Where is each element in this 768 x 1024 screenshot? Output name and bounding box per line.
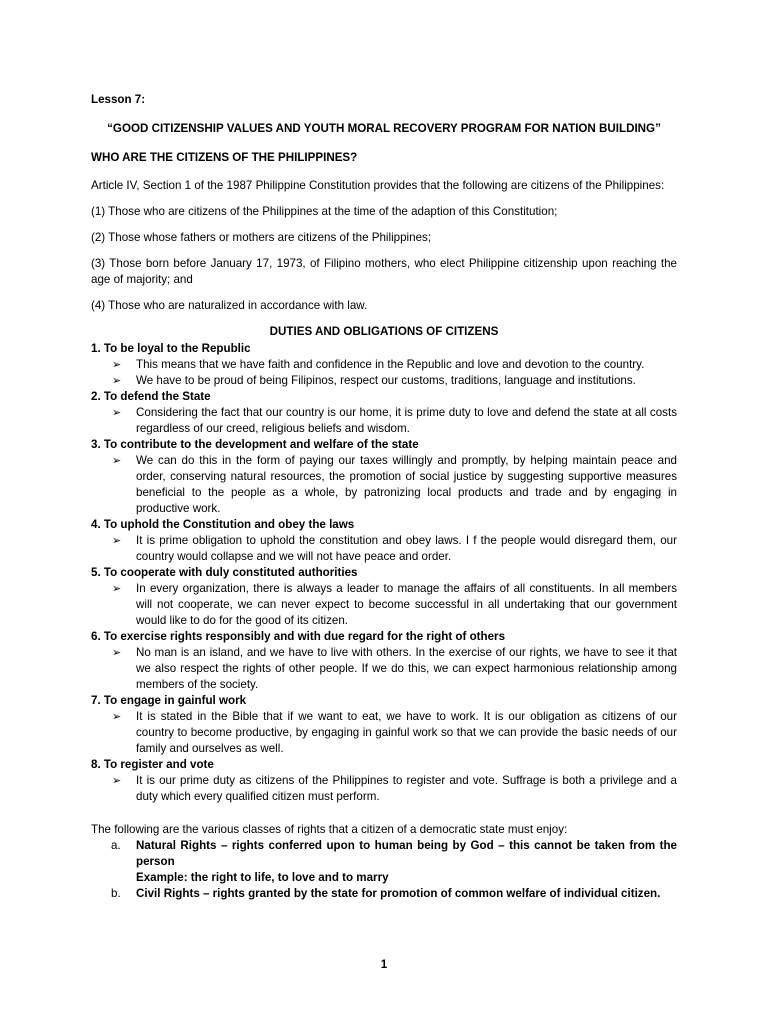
duty-title: 1. To be loyal to the Republic [91, 342, 251, 355]
right-example: Example: the right to life, to love and to marry [136, 871, 389, 884]
duty-bullet: ➢ It is stated in the Bible that if we want to eat, we have to work. It is our obligation as citizens of our country to become productive, by engaging in gainful work so that we can provide the basic needs of our family and ourselves as well. [112, 710, 677, 755]
duty-1 [91, 341, 677, 389]
right-item [91, 886, 677, 902]
duty-7 [91, 693, 677, 757]
arrow-bullet-icon: ➢ [112, 407, 122, 419]
citizen-item: (4) Those who are naturalized in accordance with law. [91, 299, 368, 312]
arrow-bullet-icon: ➢ [112, 583, 122, 595]
rights-classes-intro: The following are the various classes of rights that a citizen of a democratic state must enjoy: [91, 823, 568, 836]
arrow-bullet-icon: ➢ [112, 359, 122, 371]
arrow-bullet-icon: ➢ [112, 455, 122, 467]
arrow-bullet-icon: ➢ [112, 711, 122, 723]
duty-title: 4. To uphold the Constitution and obey the laws [91, 518, 355, 531]
duty-bullet: ➢ It is prime obligation to uphold the constitution and obey laws. I f the people would disregard them, our country would collapse and we will not have peace and order. [112, 534, 677, 563]
duty-6 [91, 629, 677, 693]
citizen-item: (3) Those born before January 17, 1973, of Filipino mothers, who elect Philippine citizenship upon reaching the age of majority; and [91, 257, 677, 286]
intro-paragraph: Article IV, Section 1 of the 1987 Philippine Constitution provides that the following are citizens of the Philippines: [91, 179, 665, 192]
section-question: WHO ARE THE CITIZENS OF THE PHILIPPINES? [91, 151, 358, 164]
citizen-item: (1) Those who are citizens of the Philippines at the time of the adaption of this Constitution; [91, 205, 558, 218]
arrow-bullet-icon: ➢ [112, 535, 122, 547]
duty-bullet: ➢ No man is an island, and we have to live with others. In the exercise of our rights, we have to see it that we also respect the rights of other people. If we do this, we can expect harmonious relationship among members of the society. [112, 646, 677, 691]
rights-list [91, 838, 677, 870]
duty-bullet: ➢ We can do this in the form of paying our taxes willingly and promptly, by helping maintain peace and order, conserving natural resources, the promotion of social justice by suggesting supportive measures beneficial to the people as a whole, by patronizing local products and trade and by engaging in productive work. [112, 454, 677, 515]
duty-2 [91, 389, 677, 437]
duty-bullet: ➢ It is our prime duty as citizens of the Philippines to register and vote. Suffrage is both a privilege and a duty which every qualified citizen must perform. [112, 774, 677, 803]
arrow-bullet-icon: ➢ [112, 375, 122, 387]
lesson-label: Lesson 7: [91, 93, 146, 106]
page-number: 1 [380, 958, 388, 971]
duty-bullet: ➢ In every organization, there is always a leader to manage the affairs of all constituents. In all members will not cooperate, we can never expect to become successful in all undertaking that our government would like to do for the good of its citizen. [112, 582, 677, 627]
duties-heading: DUTIES AND OBLIGATIONS OF CITIZENS [269, 325, 499, 338]
arrow-bullet-icon: ➢ [112, 775, 122, 787]
duty-title: 8. To register and vote [91, 758, 214, 771]
duty-8 [91, 757, 677, 805]
duty-bullet: ➢ Considering the fact that our country is our home, it is prime duty to love and defend the state at all costs regardless of our creed, religious beliefs and wisdom. [112, 406, 677, 435]
list-letter: a. [111, 839, 121, 852]
right-text: Natural Rights – rights conferred upon to human being by God – this cannot be taken from the person [136, 839, 677, 868]
rights-list [91, 886, 677, 902]
duty-title: 6. To exercise rights responsibly and with due regard for the right of others [91, 630, 506, 643]
arrow-bullet-icon: ➢ [112, 647, 122, 659]
right-item [91, 838, 677, 870]
right-text: Civil Rights – rights granted by the state for promotion of common welfare of individual citizen. [136, 887, 661, 900]
duty-title: 2. To defend the State [91, 390, 211, 403]
duty-5 [91, 565, 677, 629]
duty-4 [91, 517, 677, 565]
list-letter: b. [111, 887, 121, 900]
citizen-item: (2) Those whose fathers or mothers are citizens of the Philippines; [91, 231, 432, 244]
duty-title: 3. To contribute to the development and welfare of the state [91, 438, 419, 451]
document-page [91, 92, 677, 902]
duty-bullet: ➢ We have to be proud of being Filipinos, respect our customs, traditions, language and institutions. [112, 374, 636, 387]
duty-bullet: ➢ This means that we have faith and confidence in the Republic and love and devotion to the country. [112, 358, 645, 371]
duty-title: 7. To engage in gainful work [91, 694, 247, 707]
duty-3 [91, 437, 677, 517]
document-title: “GOOD CITIZENSHIP VALUES AND YOUTH MORAL RECOVERY PROGRAM FOR NATION BUILDING” [107, 122, 661, 135]
duty-title: 5. To cooperate with duly constituted authorities [91, 566, 358, 579]
